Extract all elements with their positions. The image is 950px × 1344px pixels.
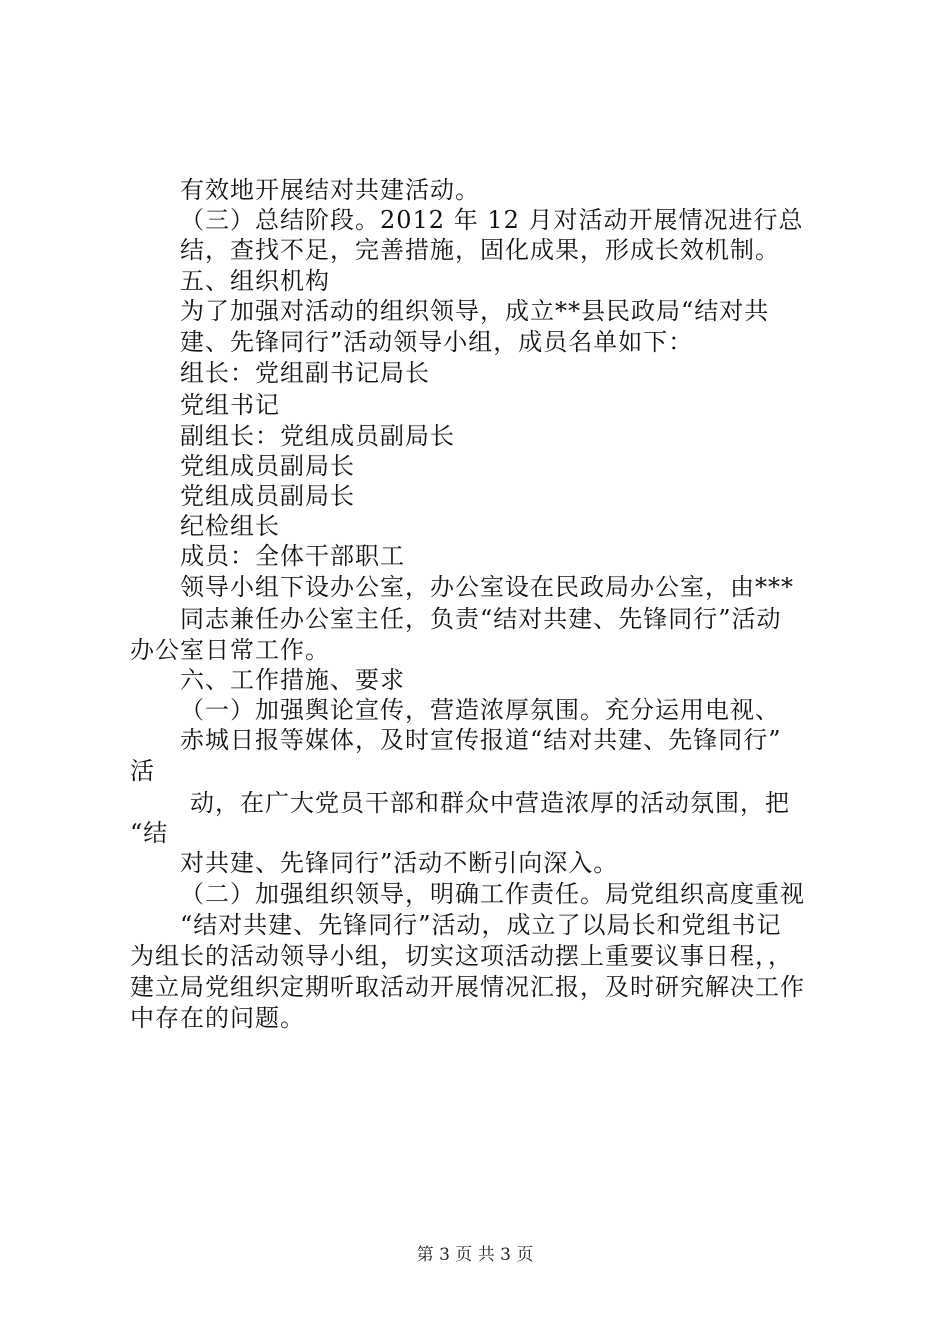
text-line: 为组长的活动领导小组，切实这项活动摆上重要议事日程，， — [130, 942, 793, 970]
text-line: 动，在广大党员干部和群众中营造浓厚的活动氛围，把 — [190, 789, 790, 817]
text-line: 有效地开展结对共建活动。 — [180, 176, 480, 204]
text-line: 办公室日常工作。 — [130, 636, 330, 664]
section-heading: 六、工作措施、要求 — [180, 666, 405, 694]
text-line: 赤城日报等媒体，及时宣传报道“结对共建、先锋同行” — [180, 726, 782, 754]
text-line: （三）总结阶段。2012 年 12 月对活动开展情况进行总 — [180, 206, 804, 234]
text-line: 活 — [130, 757, 155, 785]
text-line: 中存在的问题。 — [130, 1004, 305, 1032]
text-line: 成员：全体干部职工 — [180, 542, 405, 570]
text-line: 建、先锋同行”活动领导小组，成员名单如下： — [180, 328, 694, 356]
text-line: 对共建、先锋同行”活动不断引向深入。 — [180, 849, 619, 877]
text-line: “结对共建、先锋同行”活动，成立了以局长和党组书记 — [180, 911, 782, 939]
text-line: （一）加强舆论宣传，营造浓厚氛围。充分运用电视、 — [180, 696, 780, 724]
text-line: 结，查找不足，完善措施，固化成果，形成长效机制。 — [180, 236, 780, 264]
text-line: 纪检组长 — [180, 512, 280, 540]
page-footer: 第 3 页 共 3 页 — [416, 1245, 534, 1265]
text-line: 组长：党组副书记局长 — [180, 359, 430, 387]
text-line: 党组成员副局长 — [180, 482, 355, 510]
text-line: 同志兼任办公室主任，负责“结对共建、先锋同行”活动 — [180, 605, 782, 633]
text-line: 为了加强对活动的组织领导，成立**县民政局“结对共 — [180, 297, 770, 325]
text-line: 领导小组下设办公室，办公室设在民政局办公室，由*** — [180, 573, 794, 601]
text-line: 党组书记 — [180, 391, 280, 419]
text-line: 党组成员副局长 — [180, 452, 355, 480]
text-line: “结 — [130, 819, 169, 847]
text-line: 建立局党组织定期听取活动开展情况汇报，及时研究解决工作 — [130, 973, 805, 1001]
text-line: 副组长：党组成员副局长 — [180, 422, 455, 450]
section-heading: 五、组织机构 — [180, 267, 330, 295]
text-line: （二）加强组织领导，明确工作责任。局党组织高度重视 — [180, 880, 805, 908]
